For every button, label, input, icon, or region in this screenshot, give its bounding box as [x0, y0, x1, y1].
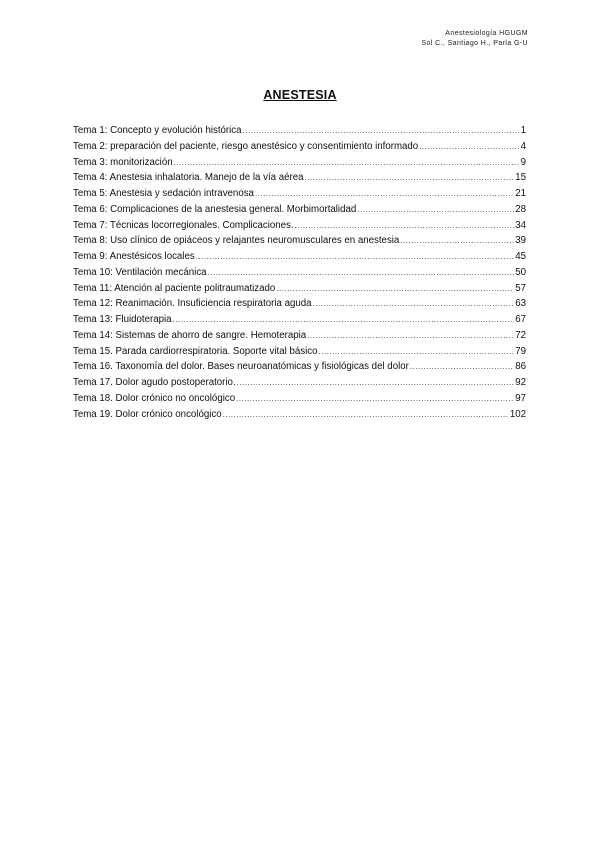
toc-entry-title: Tema 6: Complicaciones de la anestesia general. Morbimortalidad: [73, 203, 357, 215]
toc-page-number: 57: [515, 282, 526, 294]
toc-entry[interactable]: [73, 407, 526, 423]
toc-entry[interactable]: [73, 249, 526, 265]
toc-dot-leader: [318, 344, 514, 360]
toc-dot-leader: [196, 249, 515, 265]
toc-page-number: 21: [515, 188, 526, 199]
toc-page-number: 50: [515, 266, 526, 278]
toc-entry-title: Tema 4: Anestesia inhalatoria. Manejo de la vía aérea: [73, 172, 304, 184]
toc-dot-leader: [255, 186, 514, 202]
toc-dot-leader: [236, 391, 514, 407]
toc-entry[interactable]: [73, 328, 526, 344]
toc-entry[interactable]: [73, 202, 526, 218]
toc-entry[interactable]: [73, 359, 526, 375]
toc-page-number: 86: [515, 361, 526, 373]
toc-page-number: 4: [520, 140, 526, 152]
toc-entry-title: Tema 10: Ventilación mecánica: [73, 266, 207, 278]
toc-dot-leader: [305, 170, 515, 186]
toc-page-number: 102: [509, 408, 526, 420]
toc-dot-leader: [173, 312, 515, 328]
toc-entry-title: Tema 1: Concepto y evolución histórica: [73, 125, 242, 136]
toc-entry-title: Tema 14: Sistemas de ahorro de sangre. Hemoterapia: [73, 329, 307, 341]
toc-entry[interactable]: [73, 233, 526, 249]
toc-entry-title: Tema 19. Dolor crónico oncológico: [73, 408, 222, 420]
toc-dot-leader: [208, 265, 515, 281]
toc-page-number: 1: [520, 125, 526, 136]
toc-entry-title: Tema 17. Dolor agudo postoperatorio.: [73, 377, 236, 388]
toc-entry[interactable]: [73, 218, 526, 234]
toc-entry-title: Tema 18. Dolor crónico no oncológico: [73, 392, 236, 404]
toc-entry-title: Tema 5: Anestesia y sedación intravenosa: [73, 188, 254, 199]
toc-entry-title: Tema 16. Taxonomía del dolor. Bases neuroanatómicas y fisiológicas del dolor: [73, 361, 409, 373]
toc-dot-leader: [174, 155, 520, 171]
toc-entry-title: Tema 12: Reanimación. Insuficiencia respiratoria aguda: [73, 298, 312, 310]
document-title: ANESTESIA: [263, 88, 337, 102]
toc-entry[interactable]: [73, 344, 526, 360]
toc-page-number: 34: [515, 219, 526, 231]
toc-entry[interactable]: [73, 281, 526, 297]
toc-entry-title: Tema 11: Atención al paciente politraumatizado: [73, 282, 276, 294]
toc-dot-leader: [276, 281, 514, 297]
toc-page-number: 97: [515, 392, 526, 404]
page-header: [421, 29, 528, 49]
toc-entry[interactable]: [73, 139, 526, 155]
toc-entry-title: Tema 3: monitorización: [73, 156, 173, 168]
toc-entry[interactable]: [73, 155, 526, 171]
toc-entry-title: Tema 15. Parada cardiorrespiratoria. Soporte vital básico: [73, 345, 318, 357]
toc-dot-leader: [307, 328, 514, 344]
toc-dot-leader: [313, 296, 515, 312]
toc-page-number: 15: [515, 172, 526, 184]
toc-dot-leader: [237, 375, 515, 391]
toc-entry[interactable]: [73, 123, 526, 139]
toc-dot-leader: [410, 359, 514, 375]
toc-entry[interactable]: [73, 312, 526, 328]
toc-page-number: 45: [515, 251, 526, 262]
toc-dot-leader: [419, 139, 519, 155]
toc-entry-title: Tema 13: Fluidoterapia: [73, 314, 172, 325]
toc-page-number: 79: [515, 345, 526, 357]
toc-entry[interactable]: [73, 375, 526, 391]
toc-page-number: 67: [515, 314, 526, 325]
toc-page-number: 63: [515, 298, 526, 310]
toc-entry-title: Tema 7: Técnicas locorregionales. Complicaciones.: [73, 219, 294, 231]
toc-page-number: 28: [515, 203, 526, 215]
toc-dot-leader: [243, 123, 520, 139]
toc-dot-leader: [295, 218, 515, 234]
toc-dot-leader: [400, 233, 514, 249]
table-of-contents: [73, 123, 526, 422]
toc-entry-title: Tema 2: preparación del paciente, riesgo anestésico y consentimiento informado: [73, 140, 419, 152]
toc-dot-leader: [357, 202, 514, 218]
toc-page-number: 39: [515, 235, 526, 247]
toc-page-number: 9: [520, 156, 526, 168]
toc-entry-title: Tema 9: Anestésicos locales: [73, 251, 195, 262]
toc-page-number: 72: [515, 329, 526, 341]
toc-entry[interactable]: [73, 170, 526, 186]
toc-entry[interactable]: [73, 186, 526, 202]
toc-entry[interactable]: [73, 265, 526, 281]
toc-page-number: 92: [515, 377, 526, 388]
toc-dot-leader: [223, 407, 509, 423]
toc-entry-title: Tema 8: Uso clínico de opiáceos y relajantes neuromusculares en anestesia: [73, 235, 400, 247]
header-department: Anestesiología HGUGM: [445, 30, 528, 37]
header-authors: Sol C., Santiago H., Parla G-U: [421, 40, 528, 47]
toc-entry[interactable]: [73, 296, 526, 312]
toc-entry[interactable]: [73, 391, 526, 407]
